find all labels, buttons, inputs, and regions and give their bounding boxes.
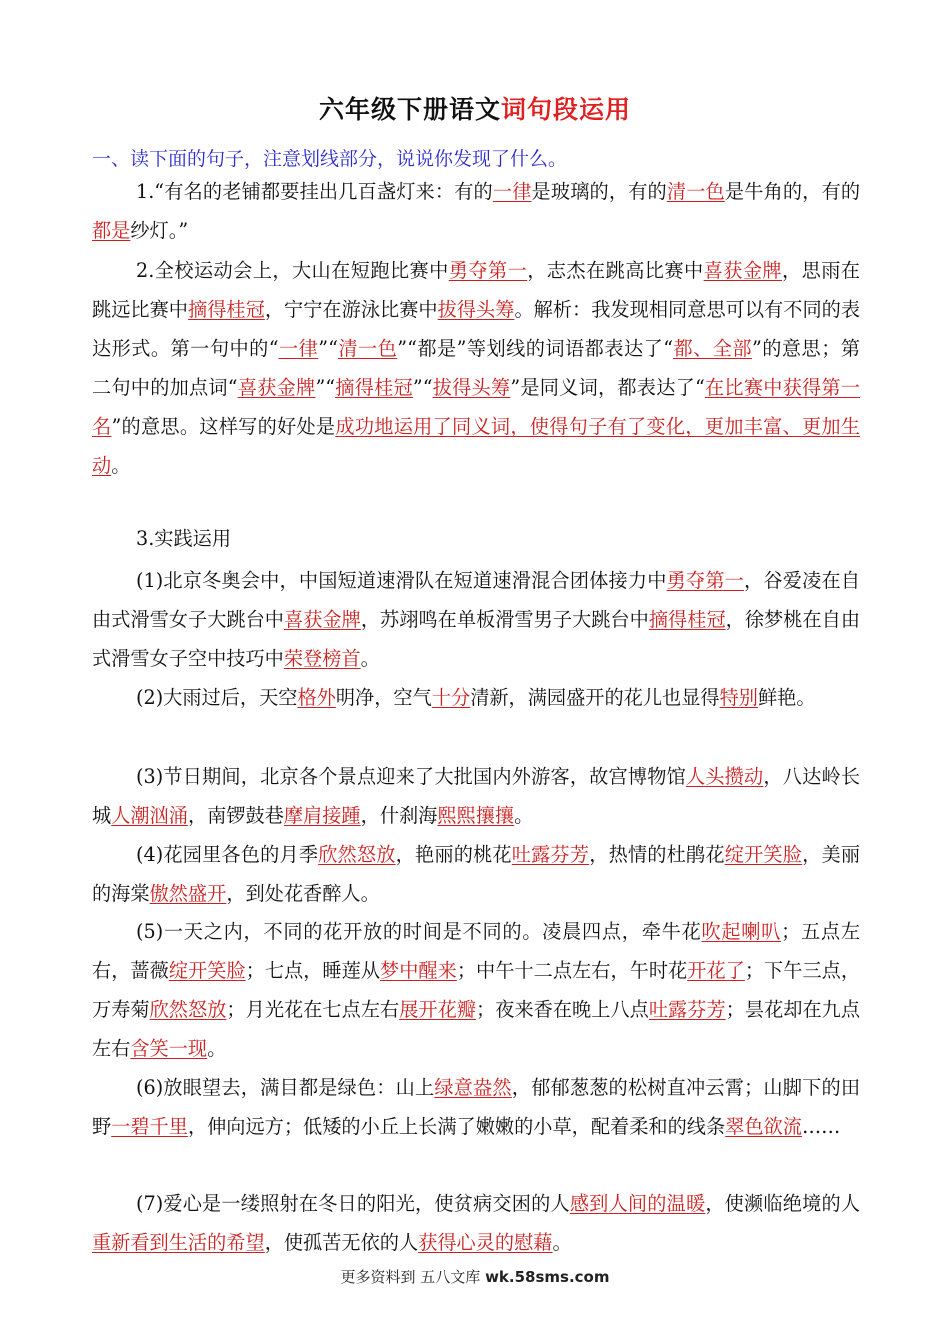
underlined-term: 翠色欲流	[725, 1115, 802, 1138]
text: (2)大雨过后，天空	[136, 686, 298, 709]
text: ，艳丽的桃花	[395, 843, 512, 866]
text: ，到处花香醉人。	[226, 882, 380, 905]
underlined-term: 特别	[719, 686, 758, 709]
underlined-term: 在比赛中获得第一名	[92, 376, 861, 438]
underlined-term: 清一色	[666, 180, 725, 203]
example-6	[92, 1068, 860, 1146]
text: ，志杰在跳高比赛中	[527, 259, 704, 282]
text: 。	[552, 1231, 572, 1254]
text: (7)爱心是一缕照射在冬日的阳光，使贫病交困的人	[136, 1192, 570, 1215]
underlined-term: 熙熙攘攘	[437, 804, 515, 827]
underlined-term: 荣登榜首	[283, 647, 361, 670]
text: ；昙花却在九点左右	[92, 998, 861, 1060]
text: 鲜艳。	[758, 686, 816, 709]
text: ……	[801, 1115, 841, 1138]
example-5	[92, 912, 860, 1068]
underlined-term: 勇夺第一	[666, 569, 745, 592]
text: ，思雨在跳远比赛中	[92, 259, 861, 321]
text: (1)北京冬奥会中，中国短道速滑队在短道速滑混合团体接力中	[136, 569, 667, 592]
example-2	[92, 678, 860, 717]
text: 明净，空气	[335, 686, 432, 709]
underlined-term: 绽开笑脸	[168, 959, 246, 982]
underlined-term: 一律	[492, 180, 532, 203]
section-heading: 一、读下面的句子，注意划线部分，说说你发现了什么。	[92, 148, 568, 170]
text: 。	[514, 804, 534, 827]
underlined-term: 含笑一现	[130, 1037, 208, 1060]
underlined-term: 摩肩接踵	[283, 804, 361, 827]
underlined-term: 吹起喇叭	[701, 920, 782, 943]
underlined-term: 获得心灵的慰藉	[418, 1231, 553, 1254]
paragraph-1	[92, 172, 860, 250]
title-main: 六年级下册语文	[318, 95, 501, 124]
text: ，八达岭长城	[92, 765, 861, 827]
underlined-term: 一碧千里	[111, 1115, 188, 1138]
text: ，苏翊鸣在单板滑雪男子大跳台中	[360, 608, 649, 631]
text: (4)花园里各色的月季	[136, 843, 319, 866]
underlined-term: 拔得头筹	[437, 298, 515, 321]
underlined-term: 都是	[92, 219, 131, 242]
underlined-term: 摘得桂冠	[335, 376, 413, 399]
underlined-term: 一律	[278, 337, 319, 360]
underlined-term: 开花了	[687, 959, 745, 982]
underlined-term: 绿意盎然	[434, 1076, 512, 1099]
text: ，美丽的海棠	[92, 843, 861, 905]
text: ，使孤苦无依的人	[264, 1231, 419, 1254]
underlined-term: 十分	[431, 686, 471, 709]
text: 。解析：我发现相同意思可以有不同的表达形式。第一句中的“	[92, 298, 861, 360]
text: ，南锣鼓巷	[187, 804, 284, 827]
text: ，徐梦桃在自由式滑雪女子空中技巧中	[92, 608, 861, 670]
text: ”的意思；第二句中的加点词“	[92, 337, 861, 399]
text: (6)放眼望去，满目都是绿色：山上	[136, 1076, 435, 1099]
underlined-term: 欣然怒放	[318, 843, 396, 866]
example-4	[92, 835, 860, 913]
underlined-term: 欣然怒放	[149, 998, 227, 1021]
underlined-term: 摘得桂冠	[188, 298, 265, 321]
text: ，郁郁葱葱的松树直冲云霄；山脚下的田野	[92, 1076, 861, 1138]
text: ”“都是”等划线的词语都表达了“	[397, 337, 674, 360]
footer	[0, 1266, 950, 1287]
text: ”“	[412, 376, 433, 399]
text: 是牛角的，有的	[724, 180, 861, 203]
text: 。	[111, 454, 131, 477]
underlined-term: 摘得桂冠	[648, 608, 726, 631]
text: 纱灯。”	[130, 219, 189, 242]
underlined-term: 清一色	[337, 337, 398, 360]
example-7	[92, 1184, 860, 1262]
paragraph-3-heading: 3.实践运用	[136, 527, 232, 550]
underlined-term: 喜获金牌	[237, 376, 316, 399]
text: 。	[207, 1037, 227, 1060]
text: ，宁宁在游泳比赛中	[264, 298, 438, 321]
underlined-term: 人头攒动	[685, 765, 764, 788]
footer-text: 更多资料到 五八文库	[340, 1268, 481, 1286]
text: 。	[360, 647, 380, 670]
text: ；五点左右，蔷薇	[92, 920, 861, 982]
example-1	[92, 561, 860, 678]
text: ”的意思。这样写的好处是	[111, 415, 336, 438]
underlined-term: 吐露芬芳	[648, 998, 726, 1021]
text: ；下午三点，万寿菊	[92, 959, 861, 1021]
text: ”“	[315, 376, 336, 399]
underlined-term: 感到人间的温暖	[569, 1192, 706, 1215]
text: ；月光花在七点左右	[226, 998, 400, 1021]
example-3	[92, 757, 860, 835]
underlined-term: 格外	[297, 686, 336, 709]
text: ；中午十二点左右，午时花	[456, 959, 688, 982]
title-highlight: 词句段运用	[501, 95, 632, 124]
underlined-term: 重新看到生活的希望	[92, 1231, 265, 1254]
underlined-term: 都、全部	[673, 337, 753, 360]
text: ，使濒临绝境的人	[705, 1192, 861, 1215]
underlined-term: 勇夺第一	[448, 259, 528, 282]
text: 2.全校运动会上，大山在短跑比赛中	[136, 259, 449, 282]
underlined-term: 喜获金牌	[284, 608, 361, 631]
text: 1.“有名的老铺都要挂出几百盏灯来：有的	[136, 180, 493, 203]
text: ；七点，睡莲从	[245, 959, 381, 982]
underlined-term: 拔得头筹	[432, 376, 511, 399]
text: ”“	[318, 337, 338, 360]
text: 是玻璃的，有的	[531, 180, 667, 203]
underlined-term: 喜获金牌	[703, 259, 783, 282]
text: ；夜来香在晚上八点	[476, 998, 649, 1021]
text: ，什刹海	[360, 804, 438, 827]
text: ，谷爱凌在自由式滑雪女子大跳台中	[92, 569, 861, 631]
text: ，伸向远方；低矮的小丘上长满了嫩嫩的小草，配着柔和的线条	[187, 1115, 726, 1138]
underlined-term: 吐露芬芳	[511, 843, 590, 866]
underlined-term: 傲然盛开	[149, 882, 227, 905]
footer-site-link[interactable]: wk.58sms.com	[485, 1268, 610, 1286]
underlined-term: 人潮汹涌	[111, 804, 188, 827]
text: ”是同义词，都表达了“	[510, 376, 705, 399]
underlined-term: 展开花瓣	[399, 998, 477, 1021]
underlined-term: 成功地运用了同义词，使得句子有了变化，更加丰富、更加生动	[92, 415, 861, 477]
underlined-term: 梦中醒来	[380, 959, 457, 982]
paragraph-2	[92, 251, 860, 485]
text: 清新，满园盛开的花儿也显得	[470, 686, 720, 709]
page-title	[0, 90, 950, 126]
text: (5)一天之内，不同的花开放的时间是不同的。凌晨四点，牵牛花	[136, 920, 702, 943]
underlined-term: 绽开笑脸	[724, 843, 803, 866]
text: (3)节日期间，北京各个景点迎来了大批国内外游客，故宫博物馆	[136, 765, 686, 788]
text: ，热情的杜鹃花	[589, 843, 725, 866]
